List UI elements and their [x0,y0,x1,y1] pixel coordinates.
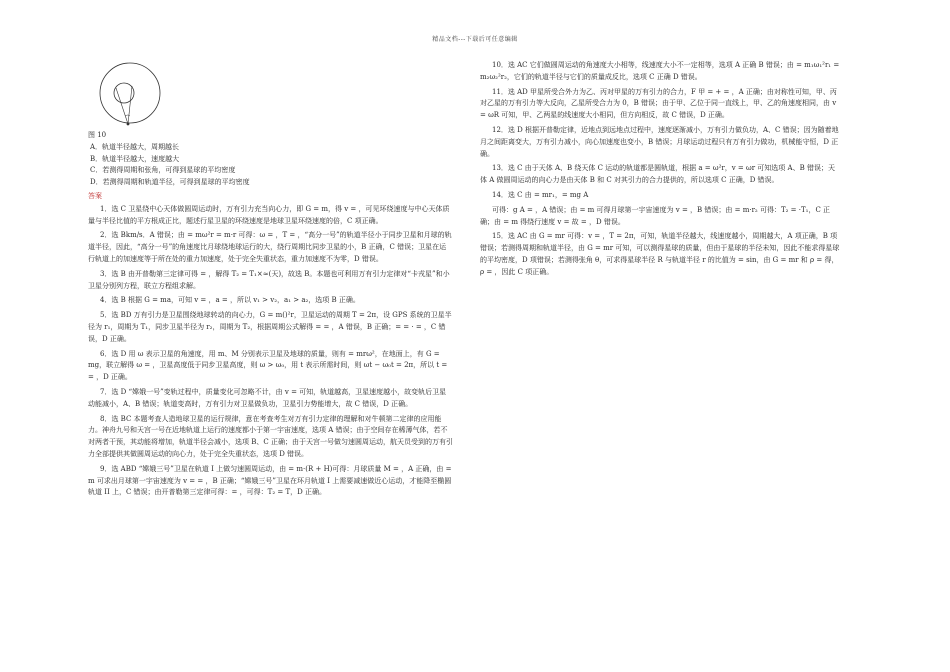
answer-6: 6．选 D 用 ω 表示卫星的角速度，用 m、M 分别表示卫星及地球的质量，则有 = mrω²，在地面上，有 G = mg，联立解得 ω = ，卫星高度低于同步卫星高度，则 ω > ω₀，用 t 表示所需时间，则 ωt − ω₀t = 2π，所以 t = = ，D 正确。 [88,349,448,382]
satellite-dot [127,123,130,126]
right-column [480,60,840,279]
option-a: A．轨道半径越大，周期越长 [90,142,180,151]
option-b: B．轨道半径越大，速度越大 [90,154,180,163]
answer-8: 8．选 BC 本题考查人造地球卫星的运行规律，意在考查考生对万有引力定律的理解和对牛顿第二定律的应用能力。神舟九号和天宫一号在近地轨道上运行的速度都小于第一宇宙速度，选项 A 错误；由于空间存在稀薄气体，若不对两者干预，其动能将增加，轨道半径会减小，选项 B、C 正确；由于天宫一号做匀速圆周运动，航天员受到的万有引力全部提供其做圆周运动的向心力，处于完全失重状态，选项 D 错误。 [88,414,453,458]
answer-2: 2．选 Bkm/s．A 错误；由 = mω²r = m·r 可得：ω = ，T = ，“高分一号”的轨道半径小于同步卫星和月球的轨道半径，因此，“高分一号”的角速度比月球绕地球运行的大，绕行周期比同步卫星的小，B 正确，C 错误；卫星在运行轨道上的加速度等于所在处的重力加速度，处于完全失重状态，重力加速度不为零，D 错误。 [88,231,452,263]
view-angle-lines [116,86,132,124]
orbit-diagram [88,60,178,130]
option-c: C．若测得周期和张角，可得到星球的平均密度 [90,166,236,175]
left-column [88,60,453,499]
page-header: 精品文档---下载后可任意编辑 [432,36,518,43]
answer-7: 7．选 D “嫦娥一号”变轨过程中，质量变化可忽略不计，由 v = 可知，轨道越高，卫星速度越小，故变轨后卫星动能减小，A、B 错误；轨道变高时，万有引力对卫星做负功，卫星引力势能增大，故 C 错误，D 正确。 [88,387,447,408]
answer-3: 3．选 B 由开普勒第三定律可得 = ，解得 T₂ = T₁×≈(天)，故选 B。本题也可利用万有引力定律对“卡戎星”和小卫星分别列方程，联立方程组求解。 [88,269,450,290]
orbit-circle [100,63,160,123]
answer-12: 12．选 D 根据开普勒定律，近地点到远地点过程中，速度逐渐减小，万有引力做负功，A、C 错误；因为随着地月之间距离变大，万有引力减小，向心加速度也变小，B 错误；月球运动过程只有万有引力做功，机械能守恒，D 正确。 [480,125,839,158]
answer-11: 11．选 AD 甲星所受合外力为乙、丙对甲星的万有引力的合力，F 甲 = + = ，A 正确；由对称性可知，甲、丙对乙星的万有引力等大反向，乙星所受合力为 0，B 错误；由于甲、乙位于同一直线上，甲、乙的角速度相同，由 v = ωR 可知，甲、乙两星的线速度大小相同，但方向相反，故 C 错误，D 正确。 [480,87,837,120]
angle-arc [125,115,130,116]
answer-14: 14．选 C 由 = mr₁，= mg A [492,190,589,199]
answer-heading: 答案 [88,191,102,200]
answer-1: 1．选 C 卫星绕中心天体做圆周运动时，万有引力充当向心力，即 G = m，得 v = ，可见环绕速度与中心天体质量与半径比值的平方根成正比，题述行星卫星的环绕速度是地球卫星环绕速度的倍，C 项正确。 [88,204,450,225]
figure-label: 图 10 [88,131,107,139]
answer-4: 4．选 B 根据 G = ma，可知 v = ，a = ，所以 v₁ > v₂，a₁ > a₂，选项 B 正确。 [100,296,360,305]
option-d: D．若测得周期和轨道半径，可得到星球的平均密度 [90,178,250,187]
answer-14-cont: 可得：g A = ，A 错误；由 = m 可得月球第一宇宙速度为 v = ，B 错误；由 = m·r₂ 可得：T₂ = ·T₁，C 正确；由 = m 得绕行速度 v = 故 = ，D 错误。 [480,205,831,226]
answer-15: 15．选 AC 由 G = mr 可得：v = ，T = 2π，可知，轨道半径越大，线速度越小，周期越大，A 项正确，B 项错误；若测得周期和轨道半径，由 G = mr 可知，可以测得星球的质量，但由于星球的半径未知，因此不能求得星球的平均密度，D 项错误；若测得张角 θ，可求得星球半径 R 与轨道半径 r 的比值为 = sin，由 G = mr 和 ρ = 得，ρ = ，因此 C 项正确。 [480,232,840,276]
answer-5: 5．选 BD 万有引力是卫星围绕地球转动的向心力，G = m()²r，卫星运动的周期 T = 2π，设 GPS 系统的卫星半径为 r₁，周期为 T₁，同步卫星半径为 r₂，周期为 T₂，根据周期公式解得 = = ，A 错误，B 正确；= = · = ，C 错误，D 正确。 [88,311,452,343]
orbit-figure [88,60,178,130]
answer-13: 13．选 C 由于天体 A、B 绕天体 C 运动的轨道都是圆轨道，根据 a = ω²r，v = ωr 可知选项 A、B 错误；天体 A 做圆周运动的向心力是由天体 B 和 C 对其引力的合力提供的，所以选项 C 正确，D 错误。 [480,164,835,185]
answer-9: 9．选 ABD “嫦娥三号”卫星在轨道 I 上做匀速圆周运动，由 = m·(R + H)可得：月球质量 M = ，A 正确，由 = m 可求出月球第一宇宙速度为 v = = ，B 正确；“嫦娥三号”卫星在环月轨道 I 上需要减速做近心运动，才能降至椭圆轨道 II 上，C 错误；由开普勒第三定律可得：= ，可得：T₂ = T，D 正确。 [88,464,452,497]
answer-10: 10．选 AC 它们做圆周运动的角速度大小相等，线速度大小不一定相等，选项 A 正确 B 错误；由 = m₁ω₁²r₁ = m₂ω₂²r₂，它们的轨道半径与它们的质量成反比，选项 C 正确 D 错误。 [480,61,840,81]
